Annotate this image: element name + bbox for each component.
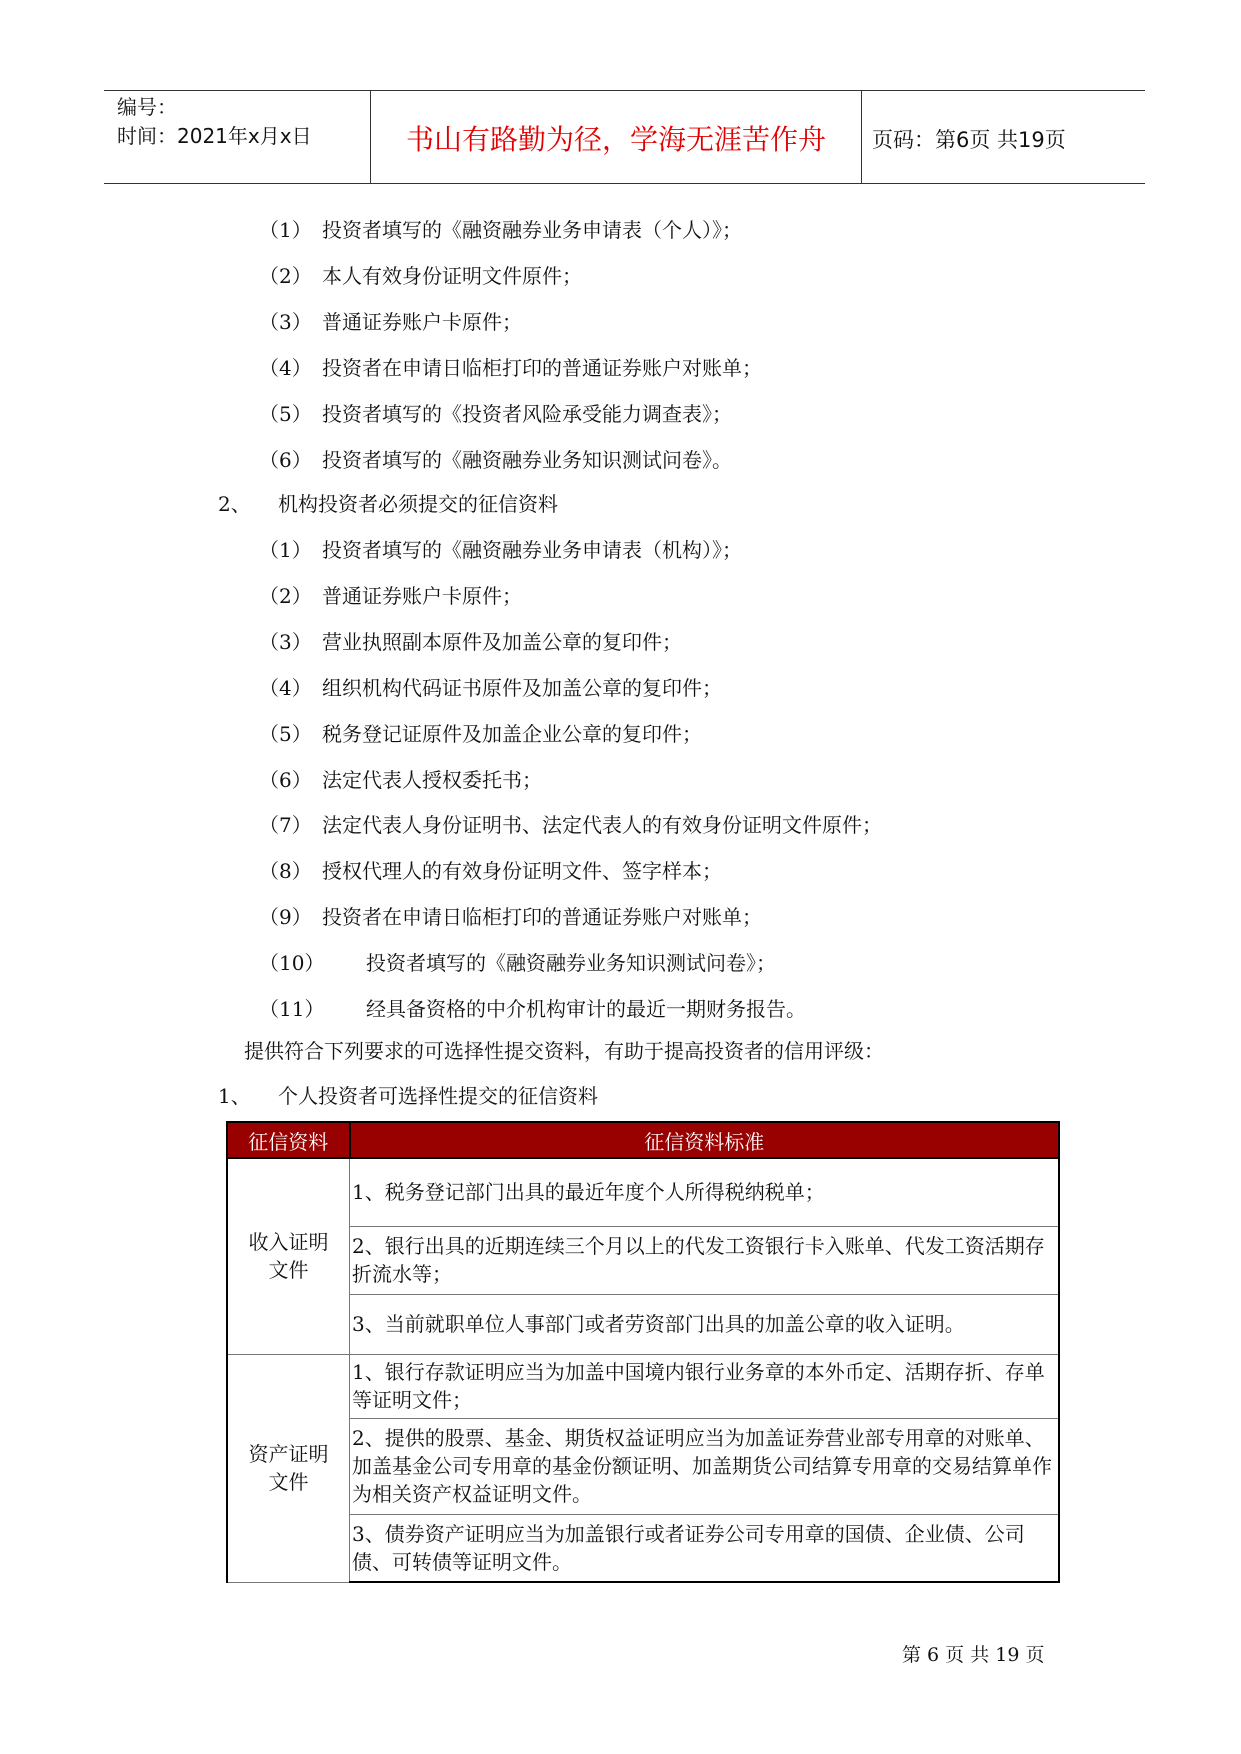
- table-row: [227, 1226, 1059, 1294]
- table-row: [227, 1294, 1059, 1354]
- category-label: 收入证明文件: [248, 1230, 329, 1283]
- table-row: [227, 1514, 1059, 1582]
- list-item: [259, 536, 742, 564]
- list-item-text: 经具备资格的中介机构审计的最近一期财务报告。: [366, 997, 806, 1021]
- list-item-text: 本人有效身份证明文件原件；: [322, 264, 582, 288]
- list-item-number: （11）: [259, 997, 325, 1021]
- table-row: [227, 1354, 1059, 1418]
- list-item: [259, 582, 522, 610]
- document-number-label: 编号：: [117, 95, 177, 119]
- header-meta: [117, 93, 312, 151]
- table-header-row: [227, 1122, 1059, 1158]
- list-item-text: 投资者填写的《融资融券业务知识测试问卷》。: [322, 448, 732, 472]
- standard-cell: 3、当前就职单位人事部门或者劳资部门出具的加盖公章的收入证明。: [350, 1294, 1060, 1354]
- list-item-number: （10）: [259, 951, 325, 975]
- list-item-text: 投资者填写的《融资融券业务申请表（个人）》；: [322, 218, 742, 242]
- list-item: [259, 308, 522, 336]
- list-item: [259, 949, 776, 977]
- standard-cell: 3、债券资产证明应当为加盖银行或者证券公司专用章的国债、企业债、公司债、可转债等证明文件。: [350, 1514, 1060, 1582]
- category-label: 资产证明文件: [248, 1442, 329, 1494]
- list-item: [259, 446, 732, 474]
- list-item-text: 投资者在申请日临柜打印的普通证券账户对账单；: [322, 356, 762, 380]
- section-heading: [218, 1082, 598, 1110]
- header-top-rule: [104, 90, 1145, 91]
- list-item-number: （5）: [259, 402, 312, 426]
- list-item-text: 投资者填写的《融资融券业务申请表（机构）》；: [322, 538, 742, 562]
- list-item-number: （3）: [259, 310, 312, 334]
- header-divider-right: [861, 90, 862, 184]
- intro-text: 提供符合下列要求的可选择性提交资料，有助于提高投资者的信用评级：: [244, 1039, 884, 1063]
- list-item-text: 组织机构代码证书原件及加盖公章的复印件；: [322, 676, 722, 700]
- section-number: 2、: [218, 492, 251, 516]
- list-item-text: 法定代表人授权委托书；: [322, 768, 542, 792]
- list-item-text: 营业执照副本原件及加盖公章的复印件；: [322, 630, 682, 654]
- document-date: 时间：2021年x月x日: [117, 124, 312, 148]
- list-item: [259, 216, 742, 244]
- list-item: [259, 995, 806, 1023]
- section-heading: [218, 490, 558, 518]
- list-item-number: （8）: [259, 859, 312, 883]
- list-item-text: 投资者填写的《融资融券业务知识测试问卷》；: [366, 951, 776, 975]
- list-item-number: （3）: [259, 630, 312, 654]
- list-item-number: （5）: [259, 722, 312, 746]
- list-item-number: （2）: [259, 264, 312, 288]
- list-item-number: （4）: [259, 356, 312, 380]
- list-item-text: 普通证券账户卡原件；: [322, 310, 522, 334]
- section-number: 1、: [218, 1084, 251, 1108]
- standard-cell: 1、银行存款证明应当为加盖中国境内银行业务章的本外币定、活期存折、存单等证明文件；: [350, 1354, 1060, 1418]
- list-item-text: 投资者在申请日临柜打印的普通证券账户对账单；: [322, 905, 762, 929]
- list-item: [259, 857, 722, 885]
- header-bottom-rule: [104, 183, 1145, 184]
- list-item: [259, 766, 542, 794]
- list-item-text: 投资者填写的《投资者风险承受能力调查表》；: [322, 402, 732, 426]
- standard-cell: 2、提供的股票、基金、期货权益证明应当为加盖证券营业部专用章的对账单、加盖基金公司专用章的基金份额证明、加盖期货公司结算专用章的交易结算单作为相关资产权益证明文件。: [350, 1418, 1060, 1514]
- header-divider-left: [370, 90, 371, 184]
- standard-cell: 2、银行出具的近期连续三个月以上的代发工资银行卡入账单、代发工资活期存折流水等；: [350, 1226, 1060, 1294]
- table-header-standard: 征信资料标准: [350, 1122, 1060, 1158]
- list-item-text: 法定代表人身份证明书、法定代表人的有效身份证明文件原件；: [322, 813, 882, 837]
- table-row: [227, 1158, 1059, 1226]
- list-item: [259, 400, 732, 428]
- list-item-number: （6）: [259, 448, 312, 472]
- list-item-number: （2）: [259, 584, 312, 608]
- list-item: [259, 354, 762, 382]
- list-item-number: （1）: [259, 538, 312, 562]
- list-item: [259, 628, 682, 656]
- list-item-number: （1）: [259, 218, 312, 242]
- list-item: [259, 262, 582, 290]
- list-item-number: （6）: [259, 768, 312, 792]
- list-item-number: （9）: [259, 905, 312, 929]
- section-title: 机构投资者必须提交的征信资料: [278, 492, 558, 516]
- header-page-info: 页码：第6页 共19页: [872, 128, 1066, 152]
- section-title: 个人投资者可选择性提交的征信资料: [278, 1084, 598, 1108]
- category-cell: [227, 1158, 350, 1354]
- list-item: [259, 720, 702, 748]
- table-row: [227, 1418, 1059, 1514]
- intro-paragraph: [244, 1037, 884, 1065]
- header-motto: 书山有路勤为径，学海无涯苦作舟: [405, 123, 826, 156]
- credit-materials-table: [226, 1121, 1060, 1583]
- list-item: [259, 903, 762, 931]
- list-item-text: 税务登记证原件及加盖企业公章的复印件；: [322, 722, 702, 746]
- list-item-number: （7）: [259, 813, 312, 837]
- list-item-text: 普通证券账户卡原件；: [322, 584, 522, 608]
- list-item: [259, 811, 882, 839]
- list-item-number: （4）: [259, 676, 312, 700]
- standard-cell: 1、税务登记部门出具的最近年度个人所得税纳税单；: [350, 1158, 1060, 1226]
- page-footer: 第 6 页 共 19 页: [902, 1644, 1045, 1666]
- list-item-text: 授权代理人的有效身份证明文件、签字样本；: [322, 859, 722, 883]
- list-item: [259, 674, 722, 702]
- category-cell: [227, 1354, 350, 1582]
- table-header-category: 征信资料: [227, 1122, 350, 1158]
